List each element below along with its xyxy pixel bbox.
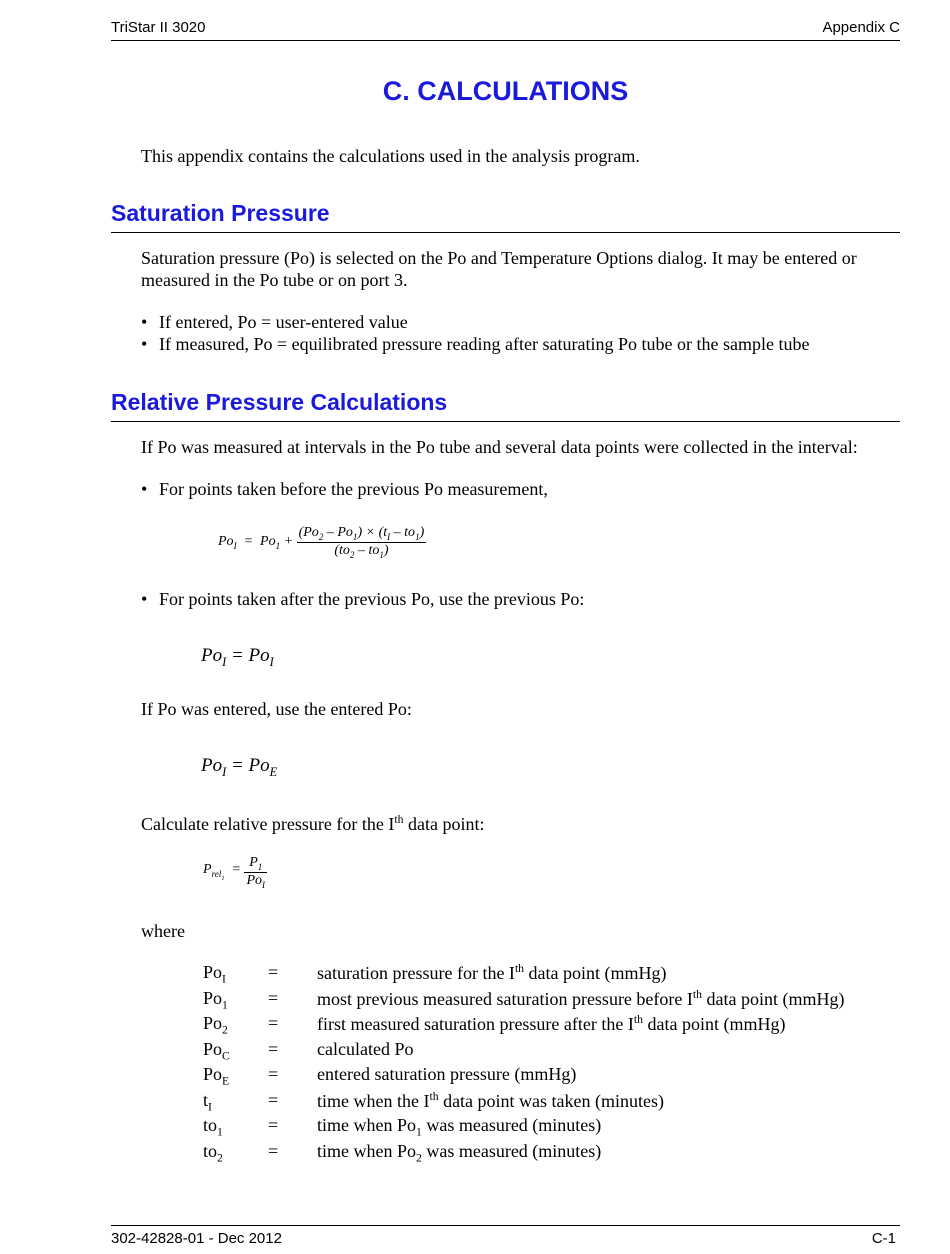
section-heading-saturation: Saturation Pressure bbox=[111, 200, 330, 226]
intro-paragraph: This appendix contains the calculations used in the analysis program. bbox=[141, 146, 640, 166]
where-label: where bbox=[141, 921, 185, 941]
saturation-paragraph bbox=[141, 247, 857, 291]
def-description: most previous measured saturation pressure before Ith data point (mmHg) bbox=[317, 987, 845, 1009]
def-equals: = bbox=[268, 1013, 279, 1033]
def-symbol: $to_2$ bbox=[203, 1140, 223, 1165]
def-description: calculated Po bbox=[317, 1038, 414, 1059]
saturation-paragraph-line2: measured in the Po tube or on port 3. bbox=[141, 270, 408, 290]
def-equals: = bbox=[268, 1038, 279, 1059]
equation-po-entered: $Po_I = Po_E$ bbox=[201, 755, 278, 779]
def-symbol: $Po_1$ bbox=[203, 987, 228, 1012]
def-description: time when $Po_2$ was measured (minutes) bbox=[317, 1140, 602, 1165]
def-description: entered saturation pressure (mmHg) bbox=[317, 1064, 577, 1084]
page-number: C-1 bbox=[871, 1230, 896, 1247]
def-description: time when $Po_1$ was measured (minutes) bbox=[317, 1115, 602, 1139]
bullet-icon: • bbox=[141, 479, 148, 499]
def-description: first measured saturation pressure after the Ith data point (mmHg) bbox=[317, 1013, 786, 1034]
footer-rule bbox=[111, 1225, 900, 1226]
def-equals: = bbox=[268, 987, 279, 1008]
calc-text-sup: th bbox=[394, 813, 404, 826]
bullet-icon: • bbox=[141, 589, 148, 609]
list-item-text: If entered, Po = user-entered value bbox=[159, 312, 408, 332]
bullet-icon: • bbox=[141, 334, 148, 354]
list-item-text: For points taken before the previous Po measurement, bbox=[159, 479, 548, 499]
def-symbol: $Po_C$ bbox=[203, 1038, 230, 1063]
section-heading-relative: Relative Pressure Calculations bbox=[111, 389, 448, 415]
section-rule bbox=[111, 232, 900, 233]
saturation-paragraph-line1: Saturation pressure (Po) is selected on the Po and Temperature Options dialog. It may be entered or bbox=[141, 248, 857, 268]
def-equals: = bbox=[268, 962, 279, 982]
page-title: C. CALCULATIONS bbox=[382, 76, 629, 106]
def-equals: = bbox=[268, 1115, 279, 1135]
list-item-text: For points taken after the previous Po, use the previous Po: bbox=[159, 589, 585, 609]
section-rule bbox=[111, 421, 900, 422]
entered-paragraph: If Po was entered, use the entered Po: bbox=[141, 699, 412, 719]
relative-paragraph: If Po was measured at intervals in the Po tube and several data points were collected in the interval: bbox=[141, 437, 858, 457]
calc-text-pre: Calculate relative pressure for the I bbox=[141, 814, 395, 834]
def-symbol: $t_I$ bbox=[203, 1089, 212, 1114]
def-equals: = bbox=[268, 1064, 279, 1084]
header-right: Appendix C bbox=[822, 19, 900, 36]
calc-text-post: data point: bbox=[403, 814, 485, 834]
equation-po-previous: $Po_I = Po_I$ bbox=[201, 645, 274, 669]
def-description: time when the Ith data point was taken (minutes) bbox=[317, 1089, 665, 1111]
def-symbol: $to_1$ bbox=[203, 1115, 223, 1139]
equation-po-interpolation: $Po_I = Po_1$ + $\frac{(Po_2 - Po_1) \times (t_I - to_1)}{(to_2 - to_1)}$ bbox=[218, 525, 425, 560]
list-item-text: If measured, Po = equilibrated pressure reading after saturating Po tube or the sample tube bbox=[159, 334, 810, 354]
calc-paragraph bbox=[141, 809, 484, 835]
header-rule bbox=[111, 40, 900, 41]
def-symbol: $Po_E$ bbox=[203, 1064, 230, 1088]
def-symbol: $Po_2$ bbox=[203, 1013, 228, 1037]
footer-left: 302-42828-01 - Dec 2012 bbox=[111, 1230, 282, 1247]
equation-relative-pressure: $P_{rel_1}$ = $\frac{P_1}{Po_I}$ bbox=[203, 855, 266, 890]
def-equals: = bbox=[268, 1089, 279, 1110]
def-equals: = bbox=[268, 1140, 279, 1161]
def-description: saturation pressure for the Ith data point (mmHg) bbox=[317, 962, 667, 983]
def-symbol: $Po_I$ bbox=[203, 962, 226, 986]
header-left: TriStar II 3020 bbox=[111, 19, 206, 36]
bullet-icon: • bbox=[141, 312, 148, 332]
